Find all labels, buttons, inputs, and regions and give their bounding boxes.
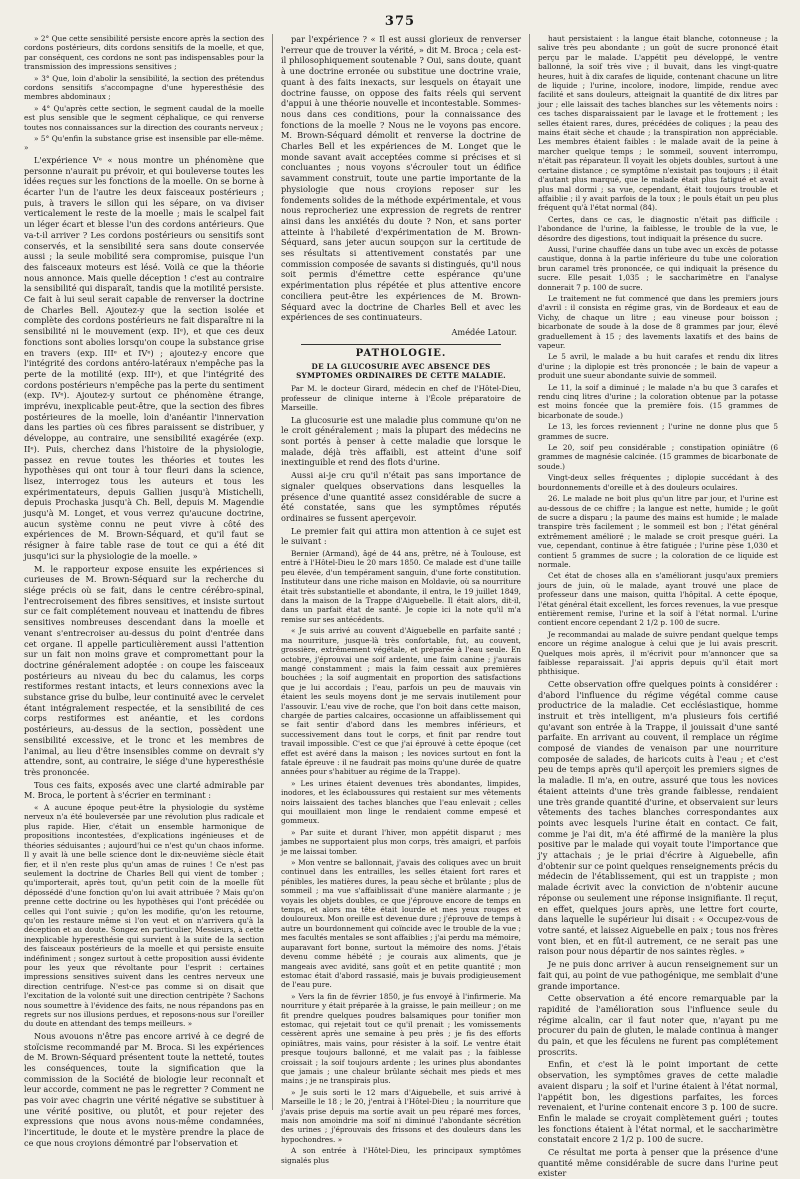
paragraph: Cette observation a été encore remarquable par la rapidité de l'amélioration sous l'influence seule du régime alcalin, car il faut noter que, n'ayant pu me procurer du pain de gluten, le malade continua à manger du pain, et que les féculens ne furent pas complétement proscrits. <box>538 993 778 1057</box>
case-paragraph: » Les urines étaient devenues très abondantes, limpides, inodores, et les éclaboussures qui restaient sur mes vêtements noirs laissaient des taches blanches que l'eau enlevait ; celles qui mouillaient mon linge le rendaient comme empesé et gommeux. <box>281 778 521 826</box>
case-paragraph: Le 13, les forces reviennent ; l'urine ne donne plus que 5 grammes de sucre. <box>538 422 778 441</box>
column-left <box>16 34 273 1148</box>
case-paragraph: Le traitement ne fut commencé que dans les premiers jours d'avril : il consista en régime gras, vin de Bordeaux et eau de Vichy, de chaque un litre ; eau vineuse pour boisson ; bicarbonate de soude à la dose de 8 grammes par jour, élevé graduellement à 15 ; des lavements laxatifs et des bains de vapeur. <box>538 293 778 350</box>
paragraph: Nous avouons n'être pas encore arrivé à ce degré de stoïcisme recommandé par M. Broca. Si les expériences de M. Brown-Séquard présentent toute la netteté, toutes les conséquences, toute la signification que la commission de la Société de biologie leur reconnaît et leur accorde, comment ne pas le regretter ? Comment ne pas voir avec chagrin une vérité négative se substituer à une vérité positive, ou plutôt, et pour rejeter des expressions que nous avons nous-même condamnées, l'incertitude, le doute et le mystère prendre la place de ce que nous croyions démontré par l'observation et <box>24 1030 264 1148</box>
conclusion-item: » 2° Que cette sensibilité persiste encore après la section des cordons postérieurs, dits cordons sensitifs de la moelle, et que, par conséquent, ces cordons ne sont pas indispensables pour la transmission des impressions sensitives ; <box>24 34 264 72</box>
column-right <box>530 34 786 1179</box>
case-paragraph: » Je suis sorti le 12 mars d'Aiguebelle, et suis arrivé à Marseille le 18 ; le 20, j'entrai à l'Hôtel-Dieu ; la nourriture que j'avais prise depuis ma sortie avait un peu réparé mes forces, mais non amoindrie ma soif ni diminué l'abondante sécrétion des urines ; j'éprouvais des frissons et des douleurs dans les hypochondres. » <box>281 1087 521 1144</box>
section-title: PATHOLOGIE. <box>355 347 447 359</box>
case-paragraph: Je recommandai au malade de suivre pendant quelque temps encore un régime analogue à celui que je lui avais prescrit. Quelques mois après, il m'écrivit pour m'annoncer que sa faiblesse reparaissait. J'ai appris depuis qu'il était mort phthisique. <box>538 629 778 677</box>
conclusion-item: » 5° Qu'enfin la substance grise est insensible par elle-même. » <box>24 134 264 153</box>
case-paragraph: « Je suis arrivé au couvent d'Aiguebelle en parfaite santé ; ma nourriture, jusque-là très confortable, fut, au couvent, grossière, extrêmement végétale, et préparée à l'eau seule. En octobre, j'éprouvai une soif ardente, une faim canine ; j'aurais mangé constamment ; mais la faim cessait aux premières bouchées ; la soif augmentait en proportion des satisfactions que je lui accordais ; l'eau, parfois un peu de mauvais vin étaient les seuls moyens dont je me servais inutilement pour l'assouvir. L'eau vive de roche, que l'on boit dans cette maison, chargée de parties calcaires, occasionne un affaiblissement qui se fait sentir d'abord dans les membres inférieurs, et successivement dans tout le corps, et finit par rendre tout travail impossible. C'est ce que j'ai éprouvé à cette époque (cet effet est avéré dans la maison ; les novices surtout en font la fatale épreuve : il ne faudrait pas moins qu'une durée de quatre années pour s'habituer au régime de la Trappe). <box>281 626 521 777</box>
case-paragraph: Bernier (Armand), âgé de 44 ans, prêtre, né à Toulouse, est entré à l'Hôtel-Dieu le 20 mars 1850. Ce malade est d'une taille peu élevée, d'un tempérament sanguin, d'une forte constitution. Instituteur dans une riche maison en Moldavie, où sa nourriture était très substantielle et abondante, il entra, le 19 juillet 1849, dans la maison de la Trappe d'Aiguebelle. Il était alors, dit-il, dans un parfait état de santé. Je copie ici la note qu'il m'a remise sur ses antécédents. <box>281 549 521 624</box>
case-paragraph: » Vers la fin de février 1850, je fus envoyé à l'infirmerie. Ma nourriture y était préparée à la graisse, le pain meilleur ; on me fit prendre quelques poudres balsamiques pour tonifier mon estomac, qui rejetait tout ce qu'il prenait ; les vomissements cessèrent après une semaine à peu près ; je fis des efforts opiniâtres, mais vains, pour résister à la soif. Le ventre était presque toujours ballonné, et me valait pas ; la faiblesse croissait ; la soif toujours ardente ; les urines plus abondantes que jamais ; une chaleur brûlante séchait mes pieds et mes mains ; je ne transpirais plus. <box>281 991 521 1086</box>
case-paragraph: Le 20, soif peu considérable ; constipation opiniâtre (6 grammes de magnésie calcinée. (15 grammes de bicarbonate de soude.) <box>538 443 778 471</box>
case-paragraph: » Mon ventre se ballonnait, j'avais des coliques avec un bruit continuel dans les entrailles, les selles étaient fort rares et pénibles, les matières dures, la peau sèche et brûlante ; plus de sommeil ; ma vue s'affaiblissait d'une manière alarmante ; je voyais les objets doubles, ce que j'éprouve encore de temps en temps, et alors ma tête était lourde et mes yeux rouges et douloureux. Mon oreille est devenue dure ; j'éprouve de temps à autre un bourdonnement qui coïncide avec le trouble de la vue ; mes facultés mentales se sont affaiblies ; j'ai perdu ma mémoire, auparavant fort bonne, surtout la mémoire des noms. J'étais devenu comme hébété ; je courais aux aliments, que je mangeais avec avidité, sans goût et en petite quantité ; mon estomac était d'abord rassasié, mais je buvais prodigieusement de l'eau pure. <box>281 858 521 990</box>
case-paragraph: Certes, dans ce cas, le diagnostic n'était pas difficile : l'abondance de l'urine, la faiblesse, le trouble de la vue, le désordre des digestions, tout indiquait la présence du sucre. <box>538 214 778 243</box>
paragraph: M. le rapporteur expose ensuite les expériences si curieuses de M. Brown-Séquard sur la recherche du siége précis où se fait, dans le centre cérébro-spinal, l'entrecroisement des fibres sensitives, et insiste surtout sur ce fait complétement nouveau et inattendu de fibres sensitives nombreuses descendant dans la moelle et venant s'entrecroiser au-dessus du point d'entrée dans cet organe. Il appelle particulièrement aussi l'attention sur un fait non moins grave et compromettant pour la doctrine généralement adoptée : on coupe les faisceaux postérieurs au niveau du bec du calamus, les corps restiformes restant intacts, et leurs connexions avec la substance grise du bulbe, leur continuité avec le cervelet étant intégralement respectée, et la sensibilité de ces corps restiformes est anéantie, et les cordons postérieurs, au-dessus de la section, possèdent une sensibilité excessive, et le tronc et les membres de l'animal, au lieu d'être insensibles comme on devrait s'y attendre, sont, au contraire, le siége d'une hyperesthésie très prononcée. <box>24 563 264 777</box>
case-paragraph: 26. Le malade ne boit plus qu'un litre par jour, et l'urine est au-dessous de ce chiffre ; la langue est nette, humide ; le goût de sucre a disparu ; la paume des mains est humide ; le malade transpire très facilement ; le sommeil est bon ; l'état général extrêmement amélioré ; le malade se croit presque guéri. La vue, cependant, continue à être fatiguée ; l'urine pèse 1,030 et contient 5 grammes de sucre ; la coloration de ce liquide est normale. <box>538 494 778 569</box>
conclusion-item: » 3° Que, loin d'abolir la sensibilité, la section des prétendus cordons sensitifs s'accompagne d'une hyperesthésie des membres abdominaux ; <box>24 73 264 102</box>
paragraph: Enfin, et c'est là le point important de cette observation, les symptômes graves de cette maladie avaient disparu ; la soif et l'urine étaient à l'état normal, l'appétit bon, les digestions parfaites, les forces revenaient, et l'urine contenait encore 3 p. 100 de sucre. Enfin le malade se croyait complètement guéri ; toutes les fonctions étaient à l'état normal, et le saccharimètre constatait encore 2 1/2 p. 100 de sucre. <box>538 1059 778 1145</box>
paragraph: Je ne puis donc arriver à aucun renseignement sur un fait qui, au point de vue pathogénique, me semblait d'une grande importance. <box>538 959 778 991</box>
paragraph: Tous ces faits, exposés avec une clarté admirable par M. Broca, le portent à s'écrier en terminant : <box>24 779 264 801</box>
author-signature: Amédée Latour. <box>451 326 517 337</box>
case-paragraph: » Par suite et durant l'hiver, mon appétit disparut ; mes jambes ne supportaient plus mon corps, très amaigri, et parfois je me laissai tomber. <box>281 827 521 856</box>
case-paragraph: Aussi, l'urine chauffée dans un tube avec un excès de potasse caustique, donna à la partie inférieure du tube une coloration brun caramel très prononcée, ce qui indiquait la présence du sucre. Elle pesait 1,035 ; le saccharimètre en l'analyse donnerait 7 p. 100 de sucre. <box>538 244 778 292</box>
conclusion-item: » 4° Qu'après cette section, le segment caudal de la moelle est plus sensible que le segment céphalique, ce qui renverse toutes nos connaissances sur la direction des courants nerveux ; <box>24 103 264 132</box>
case-paragraph: Vingt-deux selles fréquentes ; diplopie succédant à des bourdonnements d'oreille et à des douleurs oculaires. <box>538 473 778 492</box>
paragraph: Le premier fait qui attira mon attention à ce sujet est le suivant : <box>281 525 521 547</box>
case-paragraph: Le 11, la soif a diminué ; le malade n'a bu que 3 carafes et rendu cinq litres d'urine ; la coloration obtenue par la potasse est moins foncée que la première fois. (15 grammes de bicarbonate de soude.) <box>538 382 778 420</box>
section-divider <box>301 344 501 345</box>
paragraph: par l'expérience ? « Il est aussi glorieux de renverser l'erreur que de trouver la vérité, » dit M. Broca ; cela est-il philosophiquement soutenable ? Oui, sans doute, quant à une doctrine erronée ou substitue une doctrine vraie, quant à des faits inexacts, sur lesquels on étayait une doctrine fausse, on oppose des faits réels qui servent d'appui à une théorie nouvelle et incontestable. Sommes-nous dans ces conditions, pour la connaissance des fonctions de la moelle ? Nous ne le voyons pas encore. M. Brown-Séquard démolit et renverse la doctrine de Charles Bell et les expériences de M. Longet que le monde savant avait acceptées comme si précises et si concluantes ; nous voyons s'écrouler tout un édifice savamment construit, toute une partie importante de la physiologie que nous croyions reposer sur les fondements solides de la méthode expérimentale, et vous nous reprocheriez une expression de regrets de rentrer ainsi dans les anxiétés du doute ? Non, et sans porter atteinte à l'habileté d'expérimentation de M. Brown-Séquard, sans jeter aucun soupçon sur la certitude de ses résultats si attentivement constatés par une commission composée de savants si distingués, qu'il nous soit permis d'émettre cette espérance qu'une expérimentation plus répétée et plus attentive encore conciliera peut-être les expériences de M. Brown-Séquard avec la doctrine de Charles Bell et avec les expériences de ses continuateurs. <box>281 34 521 323</box>
case-paragraph: Cet état de choses alla en s'améliorant jusqu'aux premiers jours de juin, où le malade, ayant trouvé une place de professeur dans une maison, quitta l'hôpital. A cette époque, l'état général était excellent, les forces revenues, la vue presque entièrement remise, l'urine et la soif à l'état normal. L'urine contient encore cependant 2 1/2 p. 100 de sucre. <box>538 571 778 628</box>
case-paragraph: A son entrée à l'Hôtel-Dieu, les principaux symptômes signalés plus <box>281 1146 521 1165</box>
paragraph: La glucosurie est une maladie plus commune qu'on ne le croit généralement ; mais la plupart des médecins ne sont portés à penser à cette maladie que lorsque le malade, déjà très affaibli, est atteint d'une soif inextinguible et rend des flots d'urine. <box>281 414 521 468</box>
paragraph: Aussi ai-je cru qu'il n'était pas sans importance de signaler quelques observations dans lesquelles la présence d'une quantité assez considérable de sucre a été constatée, sans que les symptômes réputés ordinaires se fussent aperçevoir. <box>281 470 521 523</box>
case-paragraph: Le 5 avril, le malade a bu huit carafes et rendu dix litres d'urine ; la diplopie est très prononcée ; le bain de vapeur a produit une sueur abondante suivie de sommeil. <box>538 352 778 381</box>
page-number: 375 <box>384 14 416 29</box>
paragraph: Cette observation offre quelques points à considérer : d'abord l'influence du régime végétal comme cause productrice de la maladie. Cet ecclésiastique, homme instruit et très intelligent, m'a plusieurs fois certifié qu'avant son entrée à la Trappe, il jouissait d'une santé parfaite. En arrivant au couvent, il remplace un régime composé de viandes de venaison par une nourriture composée de salades, de haricots cuits à l'eau ; et c'est peu de temps après qu'il aperçoit les premiers signes de la maladie. Il m'a, en outre, assuré que tous les novices étaient atteints d'une très grande faiblesse, rendaient une très grande quantité d'urine, et observaient sur leurs vêtements des taches blanches correspondantes aux points avec lesquels l'urine était en contact. Ce fait, comme je l'ai dit, m'a été affirmé de la manière la plus positive par le malade qui voyait toute l'importance que j'y attachais ; je le priai d'écrire à Aiguebelle, afin d'obtenir sur ce point quelques renseignements précis du médecin de l'établissement, qui est un trappiste ; mon malade écrivit avec la conviction de n'obtenir aucune réponse ou seulement une réponse insignifiante. Il reçut, en effet, quelques jours après, une lettre fort courte, dans laquelle le supérieur lui disait : « Occupez-vous de votre santé, et laissez Aiguebelle en paix ; tous nos frères vont bien, et en fût-il autrement, ce ne serait pas une raison pour nous départir de nos saintes règles. » <box>538 678 778 957</box>
case-paragraph: haut persistaient : la langue était blanche, cotonneuse ; la salive très peu abondante ; un goût de sucre prononcé était perçu par le malade. L'appétit peu développé, le ventre ballonné, la soif très vive ; il buvait, dans les vingt-quatre heures, huit à dix carafes de liquide, contenant chacune un litre de liquide ; l'urine, incolore, inodore, limpide, rendue avec facilité et sans douleurs, atteignait la quantité de dix litres par jour ; elle laissait des taches blanches sur les vêtements noirs : ces taches disparaissaient par le lavage et le frottement ; les selles étaient rares, dures, précédées de coliques ; la peau des mains était sèche et chaude ; la transpiration non appréciable. Les membres étaient faibles : le malade avait de la peine à marcher quelque temps ; le sommeil, souvent interrompu, n'était pas réparateur. Il voyait les objets doubles, surtout à une certaine distance ; ce symptôme n'existait pas toujours ; il était d'autant plus marqué, que le malade était plus fatigué et avait plus mal dormi ; sa vue, cependant, était toujours trouble et affaiblie ; il y avait parfois de la toux ; le pouls était un peu plus fréquent qu'à l'état normal (84). <box>538 34 778 213</box>
broca-quote: « A aucune époque peut-être la physiologie du système nerveux n'a été bouleversée par une révolution plus radicale et plus rapide. Hier, c'était un ensemble harmonique de propositions incontestées, d'explications ingénieuses et de théories séduisantes ; aujourd'hui ce n'est qu'un chaos informe. Il y avait là une belle science dont le dix-neuvième siècle était fier, et il n'en reste plus qu'un amas de ruines ! Ce n'est pas seulement la doctrine de Charles Bell qui vient de tomber ; qu'importerait, après tout, qu'un petit coin de la moelle fût dépossédé d'une fonction qu'on lui avait attribuée ? Mais qu'on prenne cette doctrine ou les hypothèses qui l'ont précédée ou celles qui l'ont suivie ; qu'on les modifie, qu'on les retourne, qu'on les restaure même si l'on veut et on n'arrivera qu'à la déception et au doute. Songez en particulier, Messieurs, à cette inexplicable hyperesthésie qui survient à la suite de la section des faisceaux postérieurs de la moelle et qui persiste ensuite indéfiniment ; songez surtout à cette proposition aussi évidente pour les yeux que révoltante pour l'esprit : certaines impressions sensitives suivent dans les centres nerveux une direction centrifuge. N'est-ce pas comme si on disait que l'excitation de la volonté suit une direction centripète ? Sachons nous soumettre à l'évidence des faits, ne nous répandons pas en regrets sur nos illusions perdues, et reposons-nous sur l'oreiller du doute en attendant des temps meilleurs. » <box>24 803 264 1029</box>
column-middle <box>273 34 530 1165</box>
paragraph: Ce résultat me porta à penser que la présence d'une quantité même considérable de sucre dans l'urine peut exister <box>538 1147 778 1179</box>
article-byline: Par M. le docteur Girard, médecin en chef de l'Hôtel-Dieu, professeur de clinique interne à l'École préparatoire de Marseille. <box>281 384 521 413</box>
paragraph: L'expérience Vᵉ « nous montre un phénomène que personne n'aurait pu prévoir, et qui bouleverse toutes les idées reçues sur les fonctions de la moelle. On se borne à écarter l'un de l'autre les deux faisceaux postérieurs ; puis, à travers le sillon qui les sépare, on va diviser verticalement le reste de la moelle ; mais le scalpel fait un léger écart et blesse l'un des cordons antérieurs. Que va-t-il arriver ? Les cordons postérieurs ou sensitifs sont conservés, et la sensibilité sera sans doute conservée aussi ; la seule mobilité sera compromise, puisque l'un des faisceaux moteurs est lésé. Voilà ce que la théorie nous annonce. Mais quelle déception ! c'est au contraire la sensibilité qui disparaît, tandis que la motilité persiste. Ce fait à lui seul serait capable de renverser la doctrine de Charles Bell. Ajoutez-y que la section isolée et complète des cordons postérieurs ne fait disparaître ni la sensibilité ni le mouvement (exp. IIᵉ), et que ces deux fonctions sont abolies lorsqu'on coupe la substance grise en travers (exp. IIIᵉ et IVᵉ) ; ajoutez-y encore que l'intégrité des cordons antéro-latéraux n'empêche pas la perte de la motilité (exp. IIIᵉ), et que l'intégrité des cordons postérieurs n'empêche pas la perte du sentiment (exp. IVᵉ). Ajoutez-y surtout ce phénomène étrange, imprévu, inexplicable peut-être, que la section des fibres postérieures de la moelle, loin d'anéantir l'innervation dans les parties où ces fibres paraissent se distribuer, y développe, au contraire, une sensibilité exagérée (exp. IIᵉ). Puis, cherchez dans l'histoire de la physiologie, passez en revue toutes les théories et toutes les hypothèses qui ont tour à tour fleuri dans la science, lisez, interrogez tous les auteurs et tous les expérimentateurs, depuis Gallien jusqu'à Mistichelli, depuis Prochaska jusqu'à Ch. Bell, depuis M. Magendie jusqu'à M. Longet, et vous verrez qu'aucune doctrine, aucun système connu ne peut vivre à côté des expériences de M. Brown-Séquard, et qu'il faut se résigner à faire table rase de tout ce qui a été dit jusqu'ici sur la physiologie de la moelle. » <box>24 154 264 561</box>
article-title: DE LA GLUCOSURIE AVEC ABSENCE DES SYMPTOMES ORDINAIRES DE CETTE MALADIE. <box>296 362 506 381</box>
page-columns <box>16 34 786 1179</box>
